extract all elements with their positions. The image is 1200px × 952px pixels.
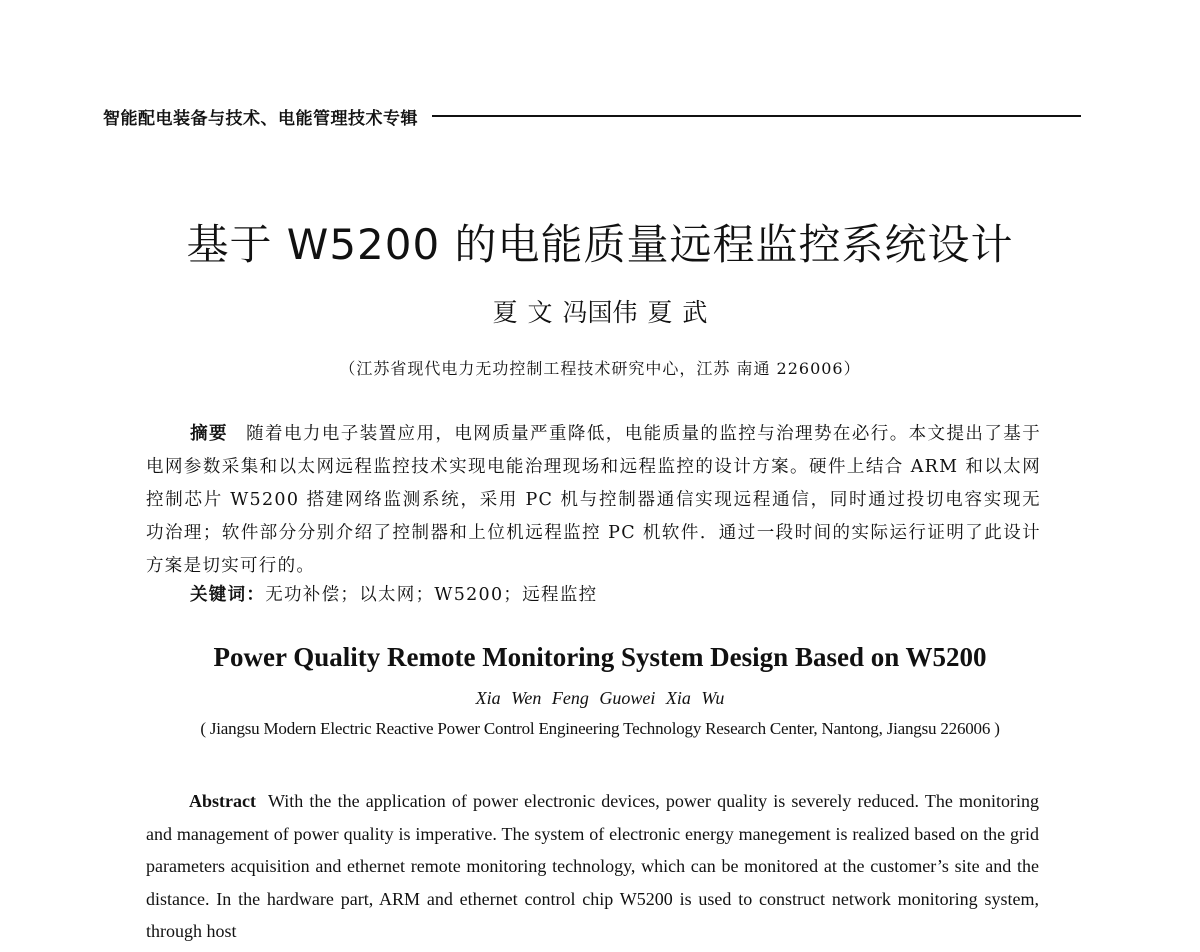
chinese-keywords-label: 关键词： [190, 585, 266, 605]
chinese-title: 基于 W5200 的电能质量远程监控系统设计 [186, 220, 1014, 269]
chinese-abstract-label: 摘要 [190, 424, 228, 444]
english-authors: Xia Wen Feng Guowei Xia Wu [475, 688, 725, 708]
chinese-keywords-text: 无功补偿；以太网；W5200；远程监控 [265, 585, 598, 605]
running-header-rule [432, 115, 1081, 117]
english-abstract-text: With the the application of power electronic devices, power quality is severely reduced. The monitoring and management of power quality is imperative. The system of electronic energy manegement is realized based on the grid parameters acquisition and ethernet remote monitoring technology, which can be monitored at the customer’s site and the distance. In the hardware part, ARM and ethernet control chip W5200 is used to construct network monitoring system, through host [146, 791, 1039, 941]
chinese-keywords [190, 581, 597, 606]
english-affiliation: ( Jiangsu Modern Electric Reactive Power Control Engineering Technology Research Center, Nantong, Jiangsu 226006 ) [200, 719, 1000, 738]
running-header-text: 智能配电装备与技术、电能管理技术专辑 [103, 108, 418, 129]
chinese-abstract-text: 随着电力电子装置应用，电网质量严重降低，电能质量的监控与治理势在必行。本文提出了基于电网参数采集和以太网远程监控技术实现电能治理现场和远程监控的设计方案。硬件上结合 ARM 和以太网控制芯片 W5200 搭建网络监测系统，采用 PC 机与控制器通信实现远程通信，同时通过投切电容实现无功治理；软件部分分别介绍了控制器和上位机远程监控 PC 机软件．通过一段时间的实际运行证明了此设计方案是切实可行的。 [146, 424, 1041, 576]
english-abstract [146, 785, 1039, 948]
chinese-affiliation: （江苏省现代电力无功控制工程技术研究中心，江苏 南通 226006） [339, 359, 861, 378]
chinese-authors: 夏 文 冯国伟 夏 武 [492, 298, 708, 327]
english-abstract-label: Abstract [189, 791, 256, 811]
running-header [103, 104, 1081, 128]
english-title: Power Quality Remote Monitoring System Design Based on W5200 [213, 642, 987, 672]
chinese-abstract [146, 418, 1041, 583]
